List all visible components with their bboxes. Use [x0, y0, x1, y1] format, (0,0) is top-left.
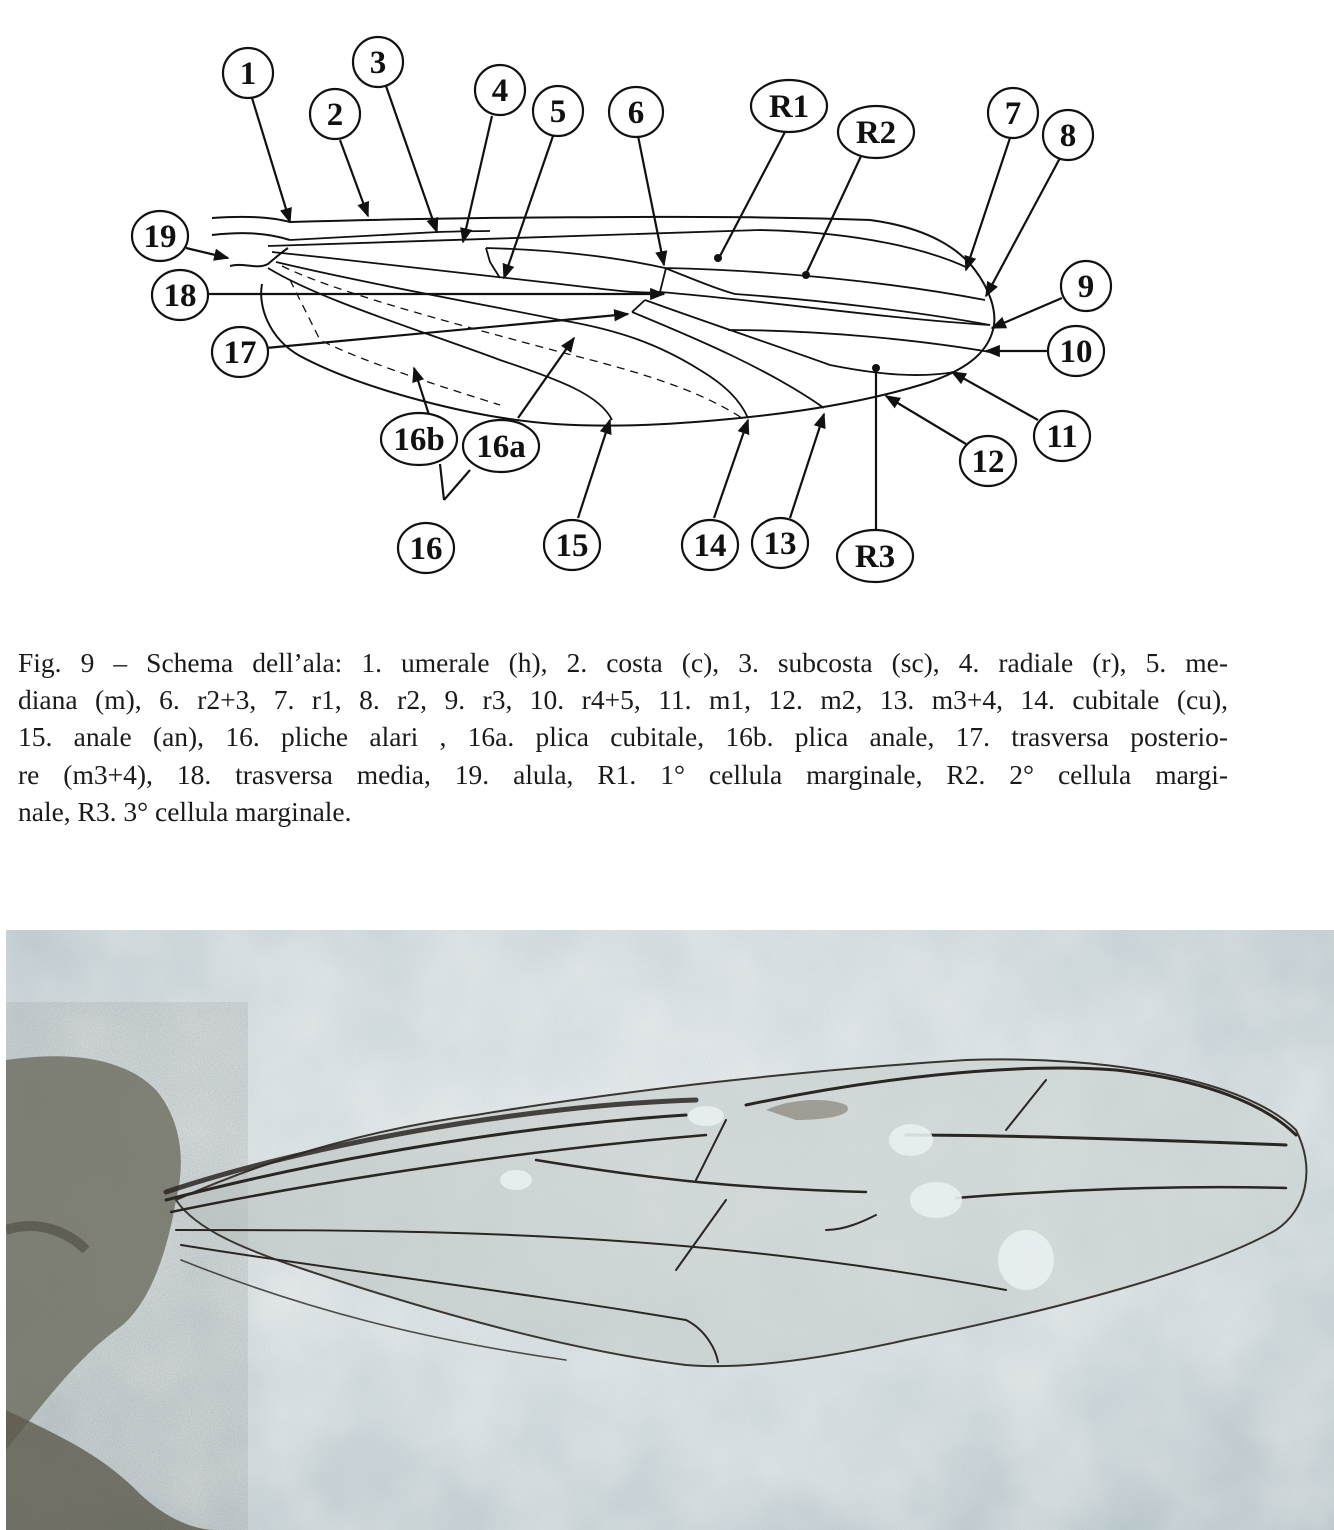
callout-17: 17	[223, 335, 257, 371]
callout-7: 7	[1004, 96, 1022, 132]
caption-line: diana (m), 6. r2+3, 7. r1, 8. r2, 9. r3, 10. r4+5, 11. m1, 12. m2, 13. m3+4, 14. cubitale (cu),	[18, 684, 1228, 716]
figure-caption	[18, 644, 1228, 830]
callout-10: 10	[1059, 334, 1093, 370]
callout-5: 5	[549, 94, 567, 130]
callout-2: 2	[326, 97, 344, 133]
callout-6: 6	[627, 95, 645, 131]
callout-r2: R2	[855, 115, 897, 151]
callout-3: 3	[369, 45, 387, 81]
callout-18: 18	[163, 278, 197, 314]
caption-line: Fig. 9 – Schema dell’ala: 1. umerale (h), 2. costa (c), 3. subcosta (sc), 4. radiale (r), 5. me-	[18, 647, 1228, 678]
callout-arrows	[186, 86, 1062, 532]
callout-11: 11	[1046, 419, 1078, 455]
wing-venation-diagram	[0, 0, 1334, 620]
caption-line: nale, R3. 3° cellula marginale.	[18, 795, 352, 827]
callout-badges	[132, 37, 1111, 582]
callout-r3: R3	[854, 539, 896, 575]
callout-19: 19	[143, 219, 177, 255]
wing-veins	[268, 230, 990, 420]
callout-9: 9	[1077, 269, 1095, 305]
callout-13: 13	[763, 526, 797, 562]
callout-r1: R1	[768, 89, 810, 125]
callout-16a: 16a	[476, 429, 526, 465]
caption-line: 15. anale (an), 16. pliche alari , 16a. plica cubitale, 16b. plica anale, 17. trasversa posterio-	[18, 721, 1228, 753]
callout-16b: 16b	[393, 422, 445, 458]
callout-12: 12	[971, 444, 1005, 480]
callout-16: 16	[409, 531, 443, 567]
callout-4: 4	[491, 73, 509, 109]
callout-1: 1	[239, 56, 257, 92]
insect-body	[6, 1050, 226, 1530]
wing-photograph	[6, 930, 1334, 1530]
callout-8: 8	[1059, 118, 1077, 154]
callout-14: 14	[693, 528, 727, 564]
caption-line: re (m3+4), 18. trasversa media, 19. alula, R1. 1° cellula marginale, R2. 2° cellula margi-	[18, 758, 1228, 790]
callout-15: 15	[555, 528, 589, 564]
